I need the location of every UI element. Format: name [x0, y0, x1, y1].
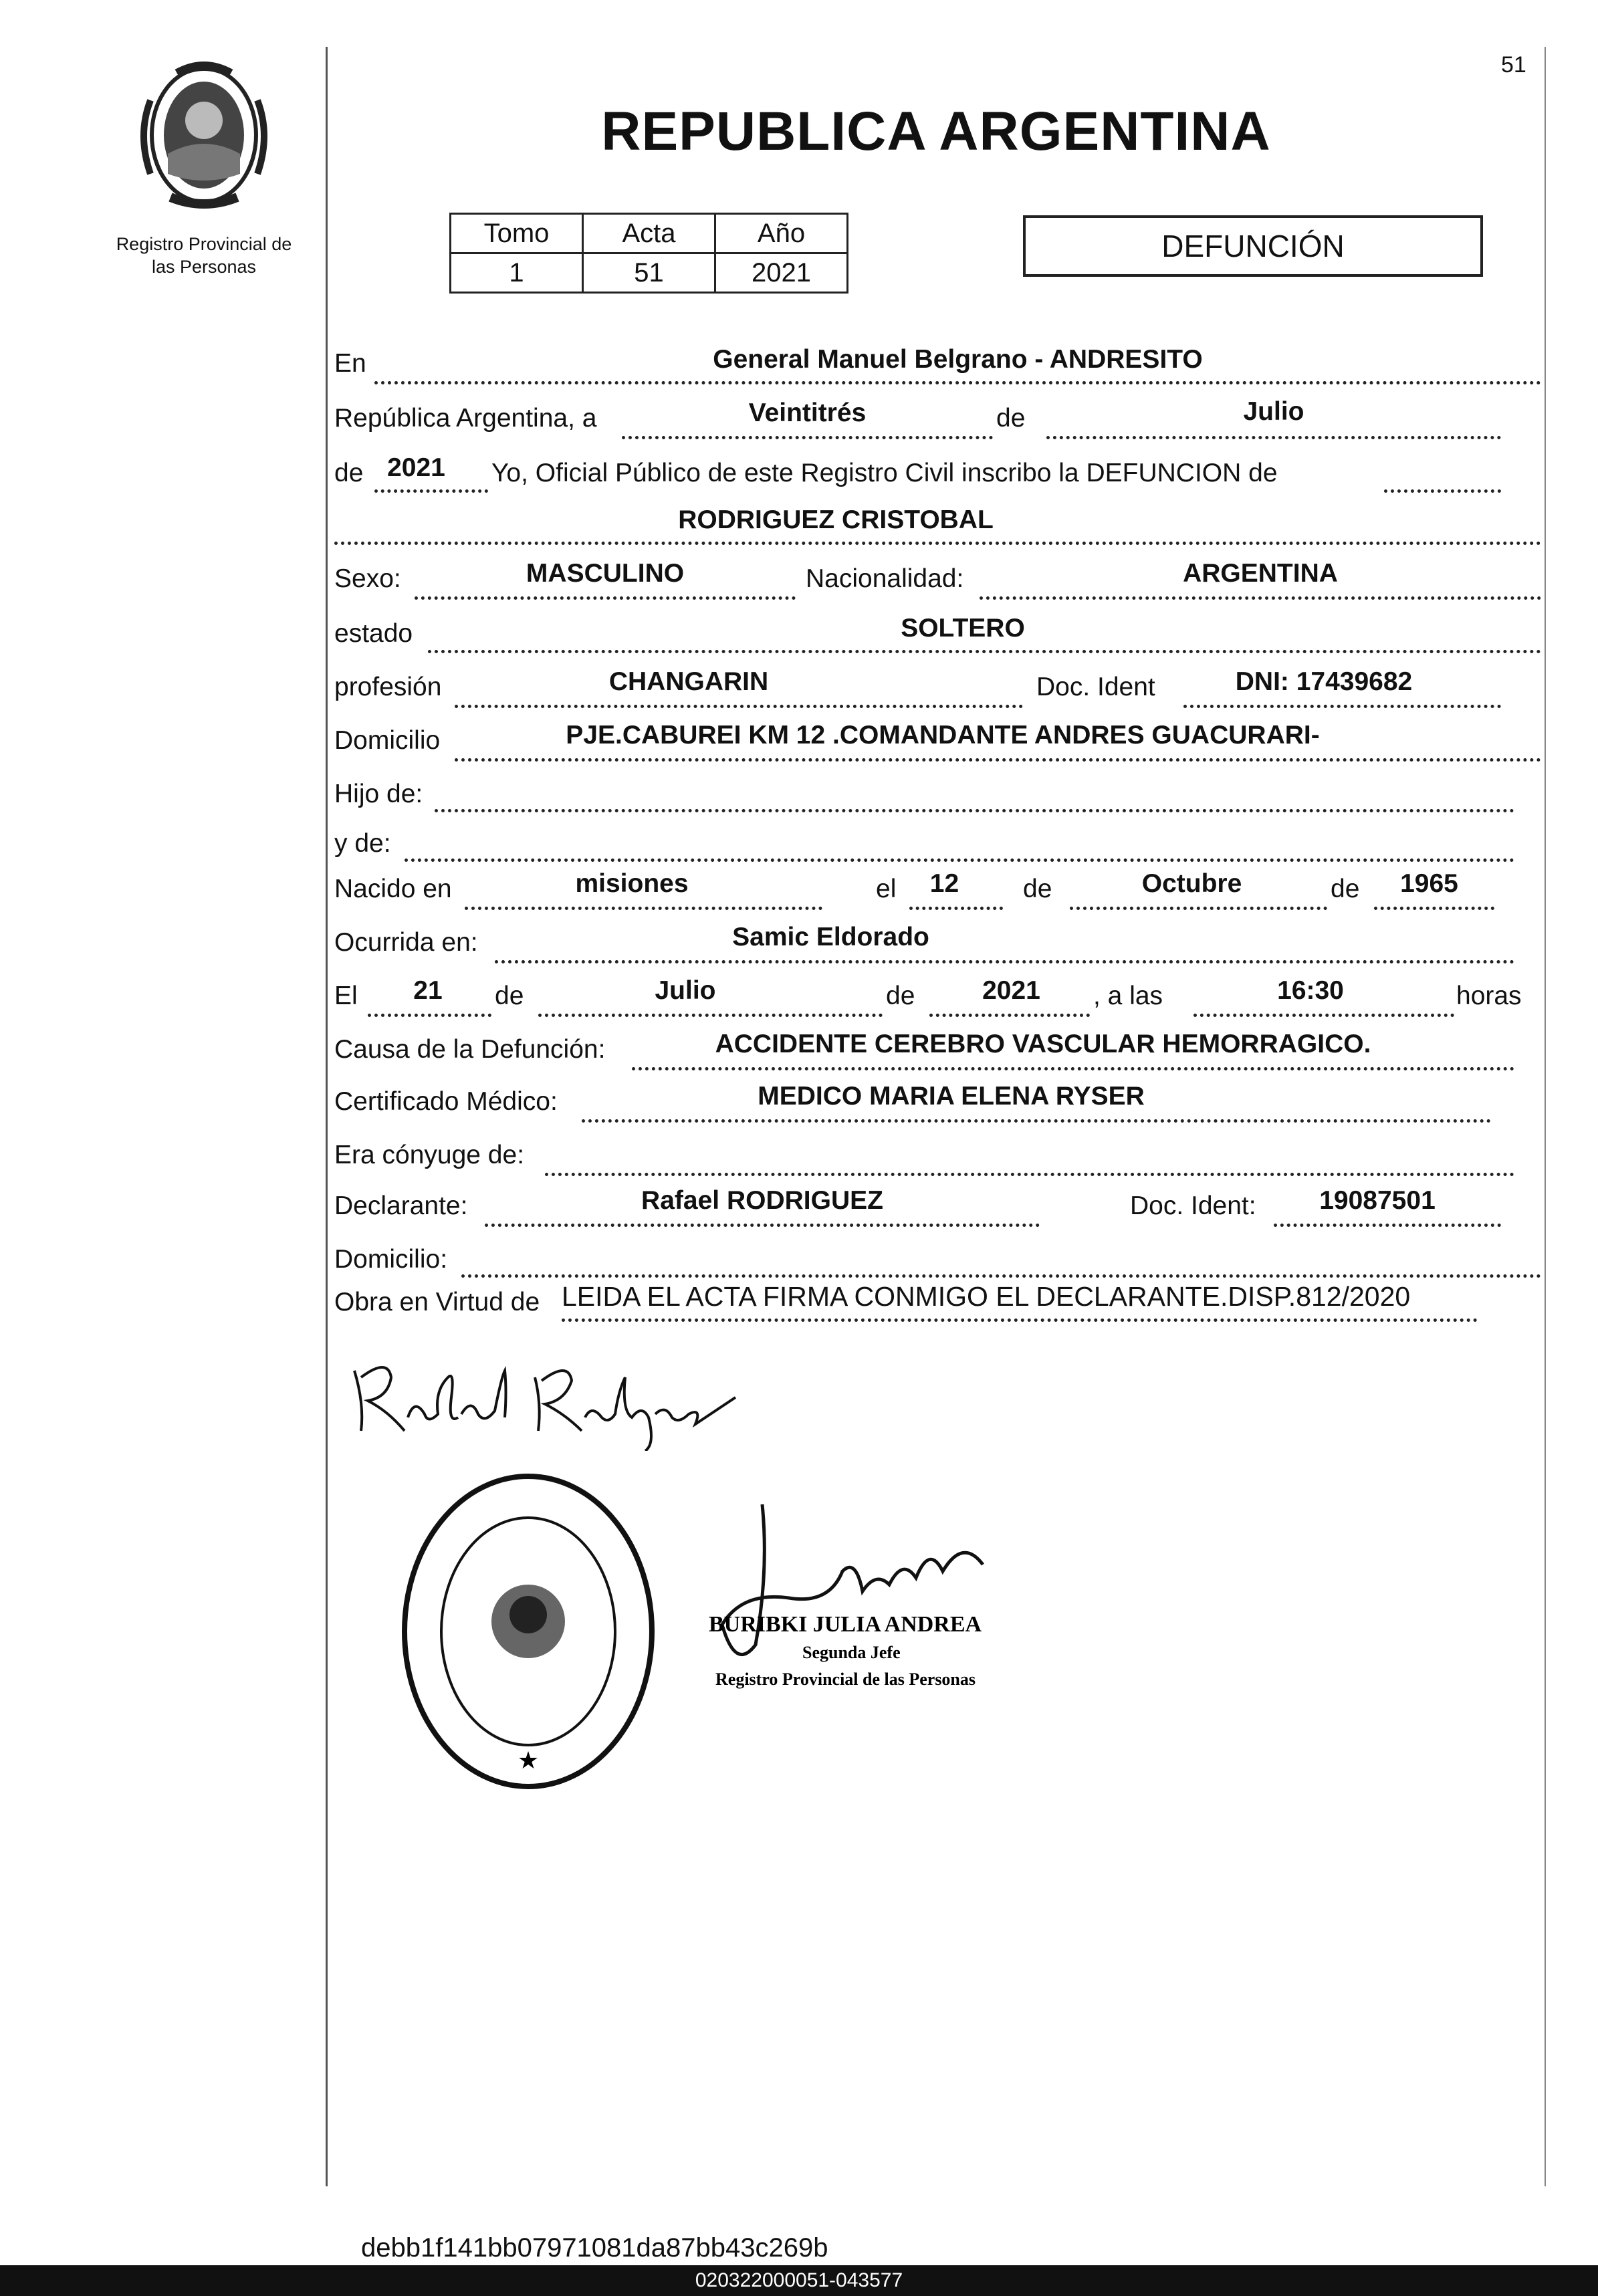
row-en — [334, 346, 1545, 386]
tomo-value: 1 — [451, 253, 583, 293]
sexo-value: MASCULINO — [526, 559, 685, 588]
svg-text:Registro Provincial de las Per: Registro Provincial de las Personas — [715, 1670, 976, 1689]
dotted-line — [1374, 907, 1494, 910]
row-causa — [334, 1030, 1545, 1070]
official-signature-stamp — [695, 1491, 1043, 1712]
registro-provincial-label — [94, 233, 314, 278]
dotted-line — [485, 1224, 1040, 1227]
dotted-line — [1193, 1014, 1454, 1017]
a-las-label: , a las — [1093, 982, 1163, 1010]
causa-value: ACCIDENTE CEREBRO VASCULAR HEMORRAGICO. — [715, 1030, 1371, 1058]
mes: Julio — [1243, 397, 1304, 426]
doc-ident-value: DNI: 17439682 — [1235, 667, 1413, 696]
row-domicilio — [334, 721, 1545, 761]
row-fecha-inscripcion — [334, 397, 1545, 440]
nacionalidad-value: ARGENTINA — [1183, 559, 1338, 588]
left-margin-line — [326, 47, 328, 2186]
acta-value: 51 — [583, 253, 715, 293]
declarante-doc-value: 19087501 — [1319, 1186, 1436, 1215]
registro-line-1: Registro Provincial de — [116, 234, 292, 254]
row-conyuge — [334, 1135, 1545, 1175]
declarante-doc-label: Doc. Ident: — [1130, 1191, 1256, 1220]
domicilio-label: Domicilio — [334, 726, 441, 755]
right-margin-line — [1545, 47, 1546, 2186]
dotted-line — [538, 1014, 883, 1017]
svg-text:BURIBKI JULIA ANDREA: BURIBKI JULIA ANDREA — [709, 1612, 982, 1637]
anio-header: Año — [715, 214, 848, 253]
el-label: El — [334, 982, 358, 1010]
document-hash: debb1f141bb07971081da87bb43c269b — [361, 2233, 828, 2263]
defuncion-anio: 2021 — [982, 976, 1040, 1005]
row-profesion — [334, 667, 1545, 707]
dotted-line — [1070, 907, 1327, 910]
de-label: de — [1331, 875, 1360, 903]
dotted-line — [632, 1067, 1514, 1070]
dotted-line — [1183, 705, 1501, 708]
dia-texto: Veintitrés — [748, 398, 867, 427]
row-sexo — [334, 559, 1545, 599]
row-nacido — [334, 869, 1545, 909]
anio-inscripcion: 2021 — [387, 453, 445, 482]
dotted-line — [929, 1014, 1090, 1017]
dotted-line — [980, 596, 1541, 600]
document-title: REPUBLICA ARGENTINA — [601, 101, 1271, 162]
dotted-line — [435, 809, 1514, 812]
dotted-line — [455, 705, 1023, 708]
horas-label: horas — [1456, 982, 1522, 1010]
obra-value: LEIDA EL ACTA FIRMA CONMIGO EL DECLARANTE.DISP.812/2020 — [562, 1281, 1411, 1312]
row-certificado — [334, 1082, 1545, 1122]
dotted-line — [455, 758, 1541, 762]
conyuge-label: Era cónyuge de: — [334, 1141, 525, 1169]
estado-label: estado — [334, 619, 413, 648]
nacionalidad-label: Nacionalidad: — [806, 564, 964, 593]
registro-line-2: las Personas — [151, 257, 257, 277]
causa-label: Causa de la Defunción: — [334, 1035, 606, 1064]
dotted-line — [495, 960, 1514, 963]
dotted-line — [374, 381, 1541, 384]
row-ocurrida — [334, 923, 1545, 963]
profesion-value: CHANGARIN — [608, 667, 769, 696]
dotted-line — [562, 1318, 1478, 1322]
svg-text:★: ★ — [517, 1746, 540, 1774]
defuncion-mes: Julio — [655, 976, 716, 1005]
en-label: En — [334, 349, 366, 378]
obra-label: Obra en Virtud de — [334, 1288, 540, 1316]
row-fecha-defuncion — [334, 976, 1545, 1016]
doc-ident-label: Doc. Ident — [1036, 673, 1155, 701]
el-label: el — [876, 875, 897, 903]
de-label: de — [1023, 875, 1052, 903]
misiones-province-logo — [124, 60, 284, 214]
dotted-line — [465, 907, 822, 910]
row-nombre — [334, 505, 1545, 546]
estado-value: SOLTERO — [901, 614, 1025, 643]
document-type-box: DEFUNCIÓN — [1023, 215, 1483, 277]
y-de-label: y de: — [334, 829, 391, 858]
dotted-line — [405, 858, 1514, 862]
dotted-line — [909, 907, 1003, 910]
row-declarante — [334, 1186, 1545, 1226]
dotted-line — [1384, 489, 1501, 493]
de-label: de — [495, 982, 524, 1010]
declarante-signature — [341, 1351, 742, 1451]
oficial-text: Yo, Oficial Público de este Registro Civil inscribo la DEFUNCION de — [491, 459, 1278, 487]
ocurrida-en-label: Ocurrida en: — [334, 928, 478, 957]
tomo-header: Tomo — [451, 214, 583, 253]
nacido-en-label: Nacido en — [334, 875, 452, 903]
dotted-line — [1046, 436, 1501, 439]
declarante-label: Declarante: — [334, 1191, 468, 1220]
dotted-line — [622, 436, 993, 439]
ocurrida-en-value: Samic Eldorado — [732, 923, 929, 951]
de-label: de — [886, 982, 915, 1010]
row-domicilio-declarante — [334, 1240, 1545, 1280]
svg-text:Segunda Jefe: Segunda Jefe — [802, 1643, 901, 1662]
republica-label: República Argentina, a — [334, 404, 597, 433]
dotted-line — [461, 1274, 1541, 1278]
certificado-value: MEDICO MARIA ELENA RYSER — [758, 1082, 1145, 1111]
nacimiento-anio: 1965 — [1400, 869, 1458, 898]
page-number: 51 — [1501, 52, 1526, 78]
sexo-label: Sexo: — [334, 564, 401, 593]
de-label: de — [334, 459, 364, 487]
nombre-fallecido: RODRIGUEZ CRISTOBAL — [678, 505, 994, 534]
anio-value: 2021 — [715, 253, 848, 293]
dotted-line — [334, 542, 1541, 545]
row-hijo-de — [334, 774, 1545, 814]
footer-code: 020322000051-043577 — [0, 2265, 1598, 2296]
nacimiento-dia: 12 — [929, 869, 959, 898]
dotted-line — [545, 1173, 1514, 1176]
dotted-line — [415, 596, 796, 600]
dotted-line — [368, 1014, 491, 1017]
delegacion-stamp — [398, 1471, 659, 1792]
declarante-value: Rafael RODRIGUEZ — [641, 1186, 883, 1215]
acta-header: Acta — [583, 214, 715, 253]
nacimiento-mes: Octubre — [1141, 869, 1242, 898]
dotted-line — [582, 1119, 1491, 1123]
row-oficial — [334, 455, 1545, 495]
domicilio-value: PJE.CABUREI KM 12 .COMANDANTE ANDRES GUACURARI- — [566, 721, 1320, 750]
dotted-line — [374, 489, 488, 493]
defuncion-dia: 21 — [413, 976, 443, 1005]
dotted-line — [428, 650, 1541, 653]
row-estado — [334, 614, 1545, 654]
de-label: de — [996, 404, 1026, 433]
row-y-de — [334, 824, 1545, 864]
en-value: General Manuel Belgrano - ANDRESITO — [713, 345, 1203, 374]
dotted-line — [1274, 1224, 1501, 1227]
profesion-label: profesión — [334, 673, 442, 701]
tomo-acta-table — [449, 213, 848, 294]
row-obra-virtud — [334, 1281, 1545, 1321]
domicilio-declarante-label: Domicilio: — [334, 1245, 448, 1274]
defuncion-hora: 16:30 — [1277, 976, 1344, 1005]
certificado-label: Certificado Médico: — [334, 1087, 558, 1116]
nacido-en-value: misiones — [575, 869, 689, 898]
hijo-de-label: Hijo de: — [334, 780, 423, 808]
